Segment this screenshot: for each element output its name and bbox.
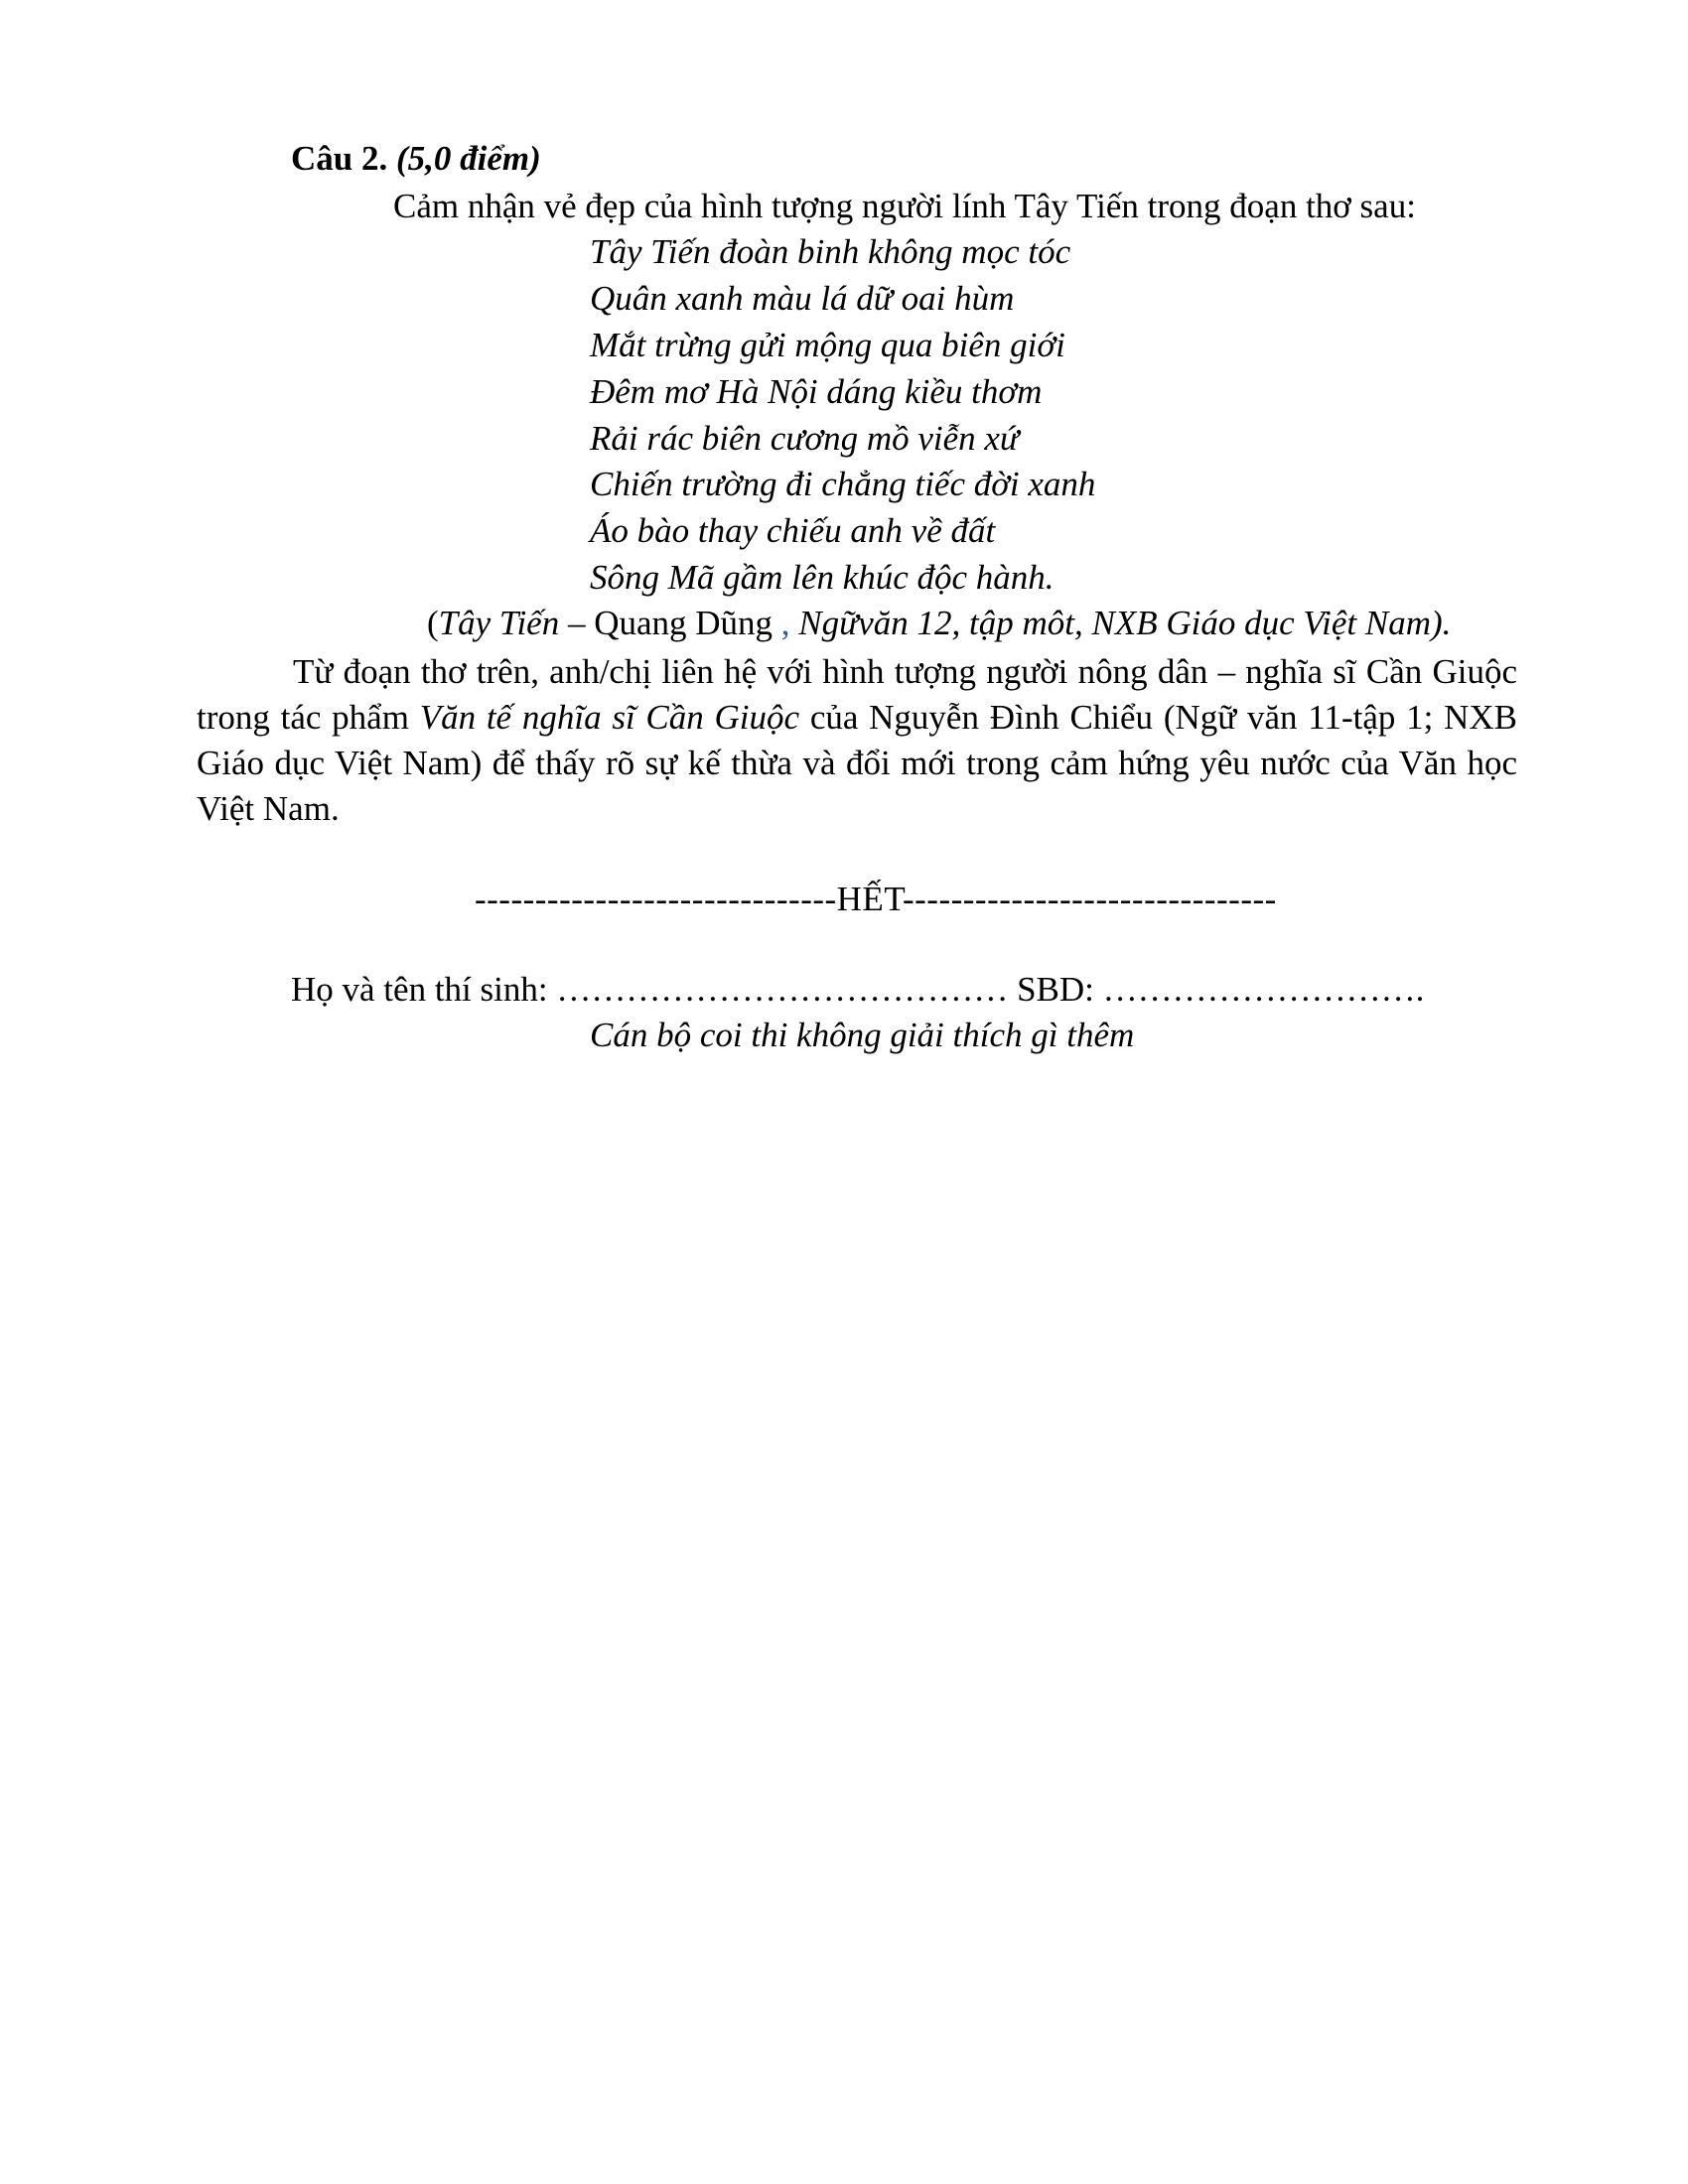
poem-line: Tây Tiến đoàn binh không mọc tóc: [590, 232, 1071, 271]
candidate-info-line: Họ và tên thí sinh: ………………………………… SBD: ……………………….: [291, 970, 1425, 1009]
task-text-part2: của Nguyễn Đình Chiểu (Ngữ văn 11-tập 1; NXB Giáo dục Việt Nam) để thấy rõ sự kế thừa và đổi mới trong cảm hứng yêu nước của Văn học Việt Nam.: [197, 698, 1518, 828]
poem-citation: [427, 602, 1451, 645]
question-points: (5,0 điểm): [396, 139, 541, 178]
question-prompt: Cảm nhận vẻ đẹp của hình tượng người lính Tây Tiến trong đoạn thơ sau:: [393, 187, 1416, 225]
citation-close: ).: [1431, 604, 1452, 642]
task-paragraph: [197, 649, 1517, 832]
citation-source: Ngữvăn 12, tập môt, NXB Giáo dục Việt Nam: [789, 604, 1432, 642]
poem-line: Sông Mã gầm lên khúc độc hành.: [590, 558, 1055, 597]
question-heading: [291, 137, 541, 181]
poem-line: Áo bào thay chiếu anh về đất: [590, 511, 996, 550]
citation-author: – Quang Dũng: [559, 604, 781, 642]
poem-line: Rải rác biên cương mồ viễn xứ: [590, 419, 1020, 458]
proctor-note: Cán bộ coi thi không giải thích gì thêm: [590, 1016, 1135, 1054]
end-marker: ------------------------------HẾT-------------------------------: [475, 880, 1277, 918]
poem-line: Chiến trường đi chẳng tiếc đời xanh: [590, 465, 1096, 503]
citation-work: Tây Tiến: [438, 604, 560, 642]
citation-comma: ,: [780, 604, 790, 642]
poem-line: Đêm mơ Hà Nội dáng kiều thơm: [590, 372, 1043, 411]
poem-line: Quân xanh màu lá dữ oai hùm: [590, 279, 1015, 318]
citation-open: (: [427, 604, 439, 642]
task-work-title: Văn tế nghĩa sĩ Cần Giuộc: [419, 698, 800, 737]
task-text-part1: Từ đoạn thơ trên, anh/chị liên hệ với hình tượng người nông dân – nghĩa sĩ Cần Giuộc trong tác phẩm: [197, 652, 1517, 737]
question-label: Câu 2.: [291, 139, 388, 178]
poem-line: Mắt trừng gửi mộng qua biên giới: [590, 326, 1065, 364]
